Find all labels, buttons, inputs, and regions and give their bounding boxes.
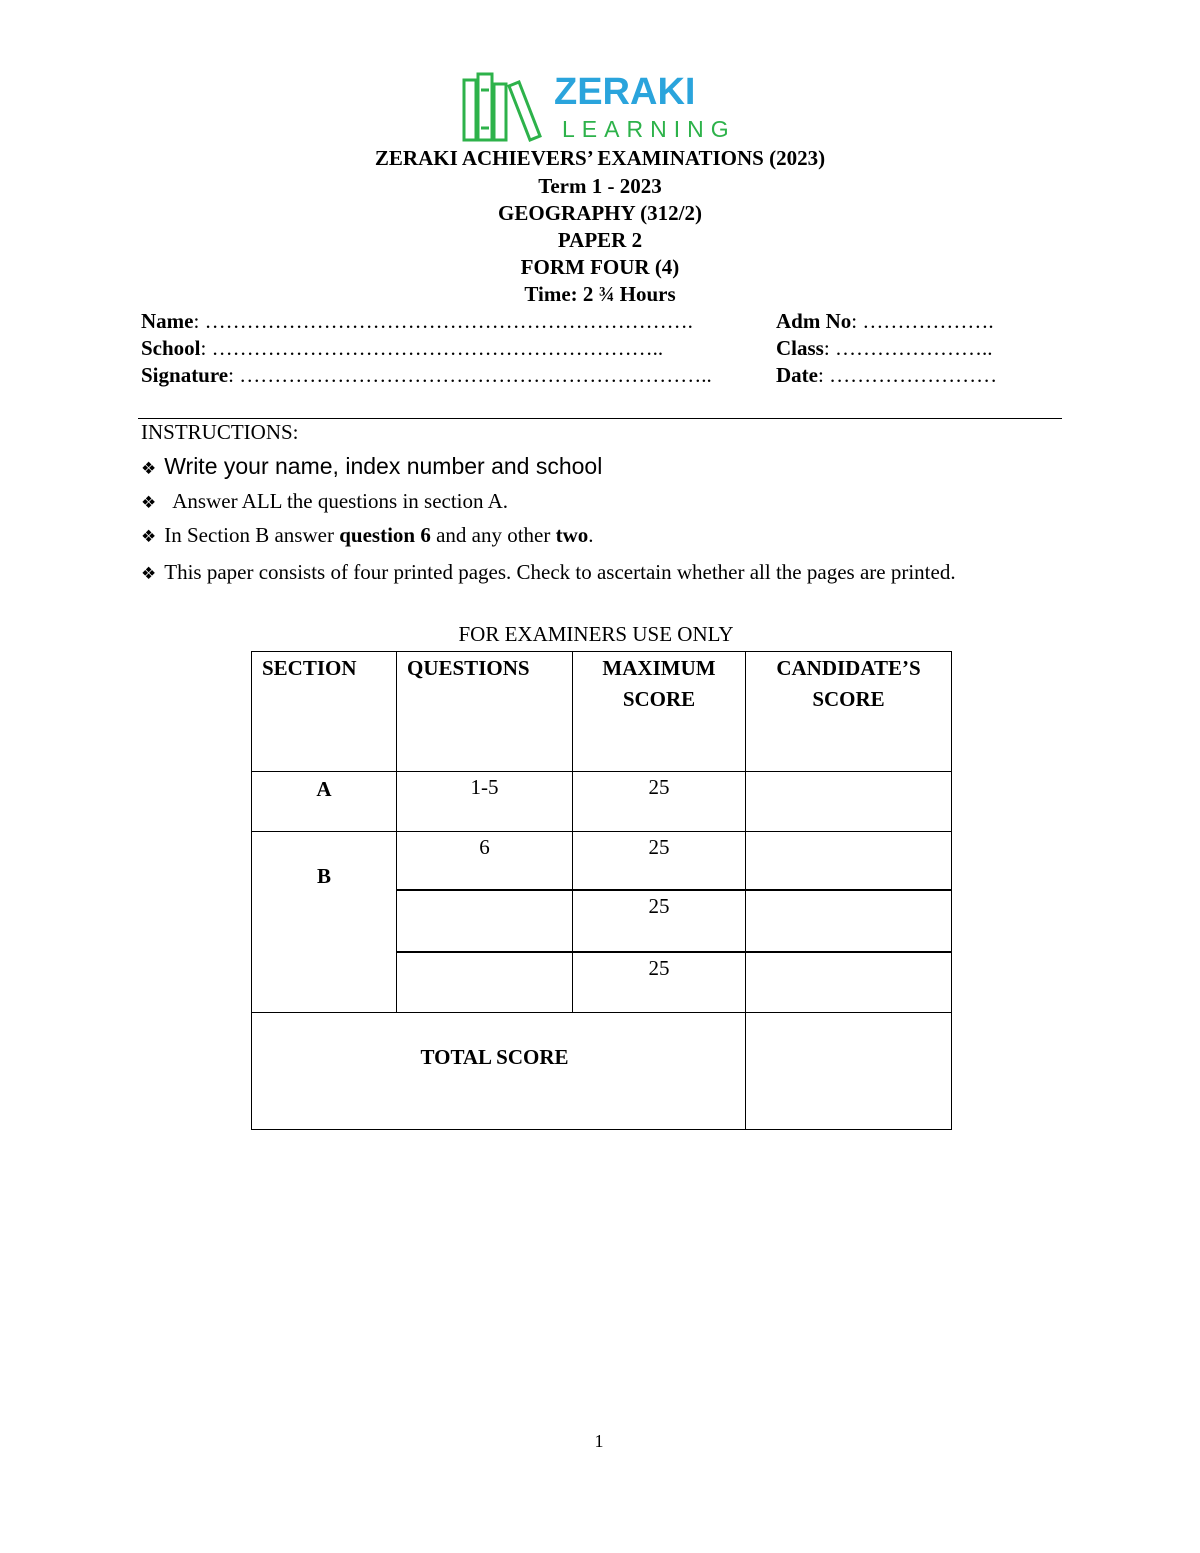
section-a-cell: A — [252, 772, 397, 832]
instruction-emphasis: question 6 — [339, 523, 431, 547]
section-a-max: 25 — [573, 772, 746, 832]
logo-brand: ZERAKI — [554, 72, 696, 113]
section-a-candidate-score[interactable] — [746, 772, 952, 832]
section-b-candidate-score-2[interactable] — [746, 890, 952, 952]
instruction-item — [141, 523, 594, 548]
date-label: Date — [776, 363, 818, 387]
name-dots: : ……………………………………………………………. — [193, 309, 693, 333]
exam-subject: GEOGRAPHY (312/2) — [498, 201, 702, 225]
instruction-text: In Section B answer — [164, 523, 340, 547]
instruction-text: Answer ALL the questions in section A. — [172, 489, 509, 513]
section-b-max-2: 25 — [573, 890, 746, 952]
books-icon — [462, 72, 752, 142]
examiners-table — [251, 651, 952, 1130]
adm-no-label: Adm No — [776, 309, 852, 333]
date-dots: : …………………… — [817, 363, 998, 387]
name-field[interactable] — [141, 308, 693, 335]
page-number: 1 — [594, 1431, 604, 1451]
class-field[interactable] — [776, 335, 992, 362]
adm-no-dots: : ………………. — [851, 309, 994, 333]
diamond-bullet-icon: ❖ — [141, 527, 157, 547]
school-dots: : ……………………………………………………….. — [200, 336, 664, 360]
logo-sub: LEARNING — [562, 116, 736, 142]
header-maximum-score: MAXIMUM SCORE — [573, 652, 746, 772]
class-dots: : ………………….. — [823, 336, 993, 360]
school-field[interactable] — [141, 335, 663, 362]
instructions-title: INSTRUCTIONS: — [141, 420, 299, 444]
signature-dots: : ………………………………………………………….. — [228, 363, 712, 387]
class-label: Class — [776, 336, 824, 360]
zeraki-logo — [462, 72, 752, 142]
header-questions: QUESTIONS — [397, 652, 573, 772]
diamond-bullet-icon: ❖ — [141, 564, 157, 584]
exam-form: FORM FOUR (4) — [520, 255, 680, 279]
instruction-text: Write your name, index number and school — [164, 453, 603, 479]
total-score-value[interactable] — [746, 1013, 952, 1130]
diamond-bullet-icon: ❖ — [141, 493, 157, 513]
instruction-text: and any other — [430, 523, 556, 547]
instruction-item — [141, 453, 602, 480]
section-b-question-2[interactable] — [397, 890, 573, 952]
section-b-cell: B — [252, 832, 397, 1013]
exam-term: Term 1 - 2023 — [538, 174, 662, 198]
exam-paper: PAPER 2 — [557, 228, 643, 252]
instruction-text: . — [588, 523, 594, 547]
exam-time: Time: 2 ¾ Hours — [524, 282, 676, 306]
examiners-caption: FOR EXAMINERS USE ONLY — [458, 622, 734, 646]
name-label: Name — [141, 309, 194, 333]
signature-field[interactable] — [141, 362, 712, 389]
instruction-emphasis: two — [555, 523, 589, 547]
instruction-text: This paper consists of four printed pages. Check to ascertain whether all the pages are printed. — [164, 560, 956, 584]
section-b-max-3: 25 — [573, 952, 746, 1013]
exam-title: ZERAKI ACHIEVERS’ EXAMINATIONS (2023) — [374, 146, 826, 170]
instruction-item — [141, 489, 508, 514]
instruction-item — [141, 560, 956, 585]
section-b-candidate-score-1[interactable] — [746, 832, 952, 890]
section-b-question-6: 6 — [397, 832, 573, 890]
school-label: School — [141, 336, 201, 360]
section-b-candidate-score-3[interactable] — [746, 952, 952, 1013]
adm-no-field[interactable] — [776, 308, 994, 335]
section-b-max-1: 25 — [573, 832, 746, 890]
section-b-question-3[interactable] — [397, 952, 573, 1013]
signature-label: Signature — [141, 363, 229, 387]
date-field[interactable] — [776, 362, 997, 389]
total-score-label: TOTAL SCORE — [252, 1013, 746, 1130]
header-section: SECTION — [252, 652, 397, 772]
section-a-questions: 1-5 — [397, 772, 573, 832]
header-candidate-score: CANDIDATE’S SCORE — [746, 652, 952, 772]
divider — [138, 418, 1062, 419]
diamond-bullet-icon: ❖ — [141, 459, 157, 479]
